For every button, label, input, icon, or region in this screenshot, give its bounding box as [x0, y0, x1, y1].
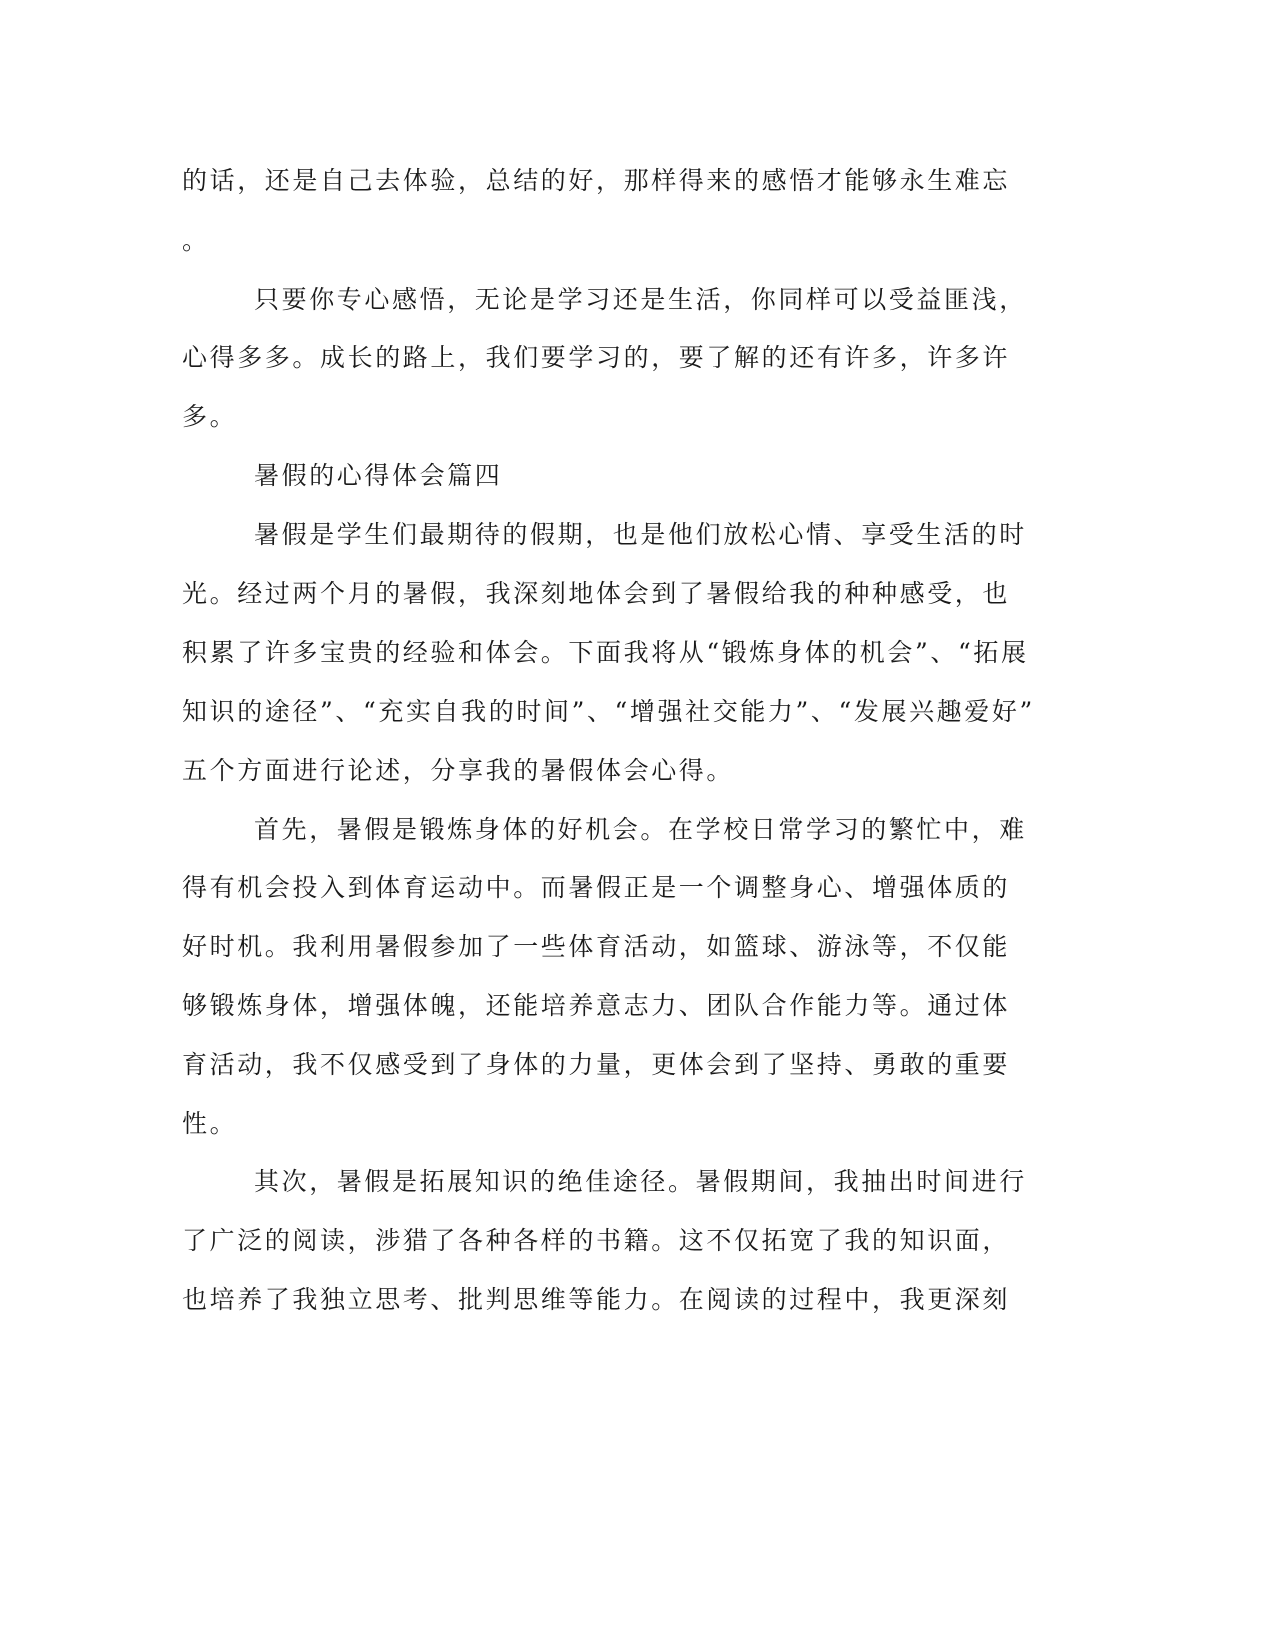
text-line: 。	[182, 226, 210, 255]
text-line: 光。经过两个月的暑假，我深刻地体会到了暑假给我的种种感受，也	[182, 579, 1011, 608]
text-line: 多。	[182, 402, 238, 431]
text-line: 育活动，我不仅感受到了身体的力量，更体会到了坚持、勇敢的重要	[182, 1050, 1011, 1079]
text-line: 知识的途径”、“充实自我的时间”、“增强社交能力”、“发展兴趣爱好”	[182, 697, 1035, 726]
paragraph-first-line: 暑假是学生们最期待的假期，也是他们放松心情、享受生活的时	[254, 520, 1027, 549]
text-line: 五个方面进行论述，分享我的暑假体会心得。	[182, 756, 735, 785]
paragraph-first-line: 其次，暑假是拓展知识的绝佳途径。暑假期间，我抽出时间进行	[254, 1167, 1027, 1196]
text-line: 好时机。我利用暑假参加了一些体育活动，如篮球、游泳等，不仅能	[182, 932, 1011, 961]
text-line: 得有机会投入到体育运动中。而暑假正是一个调整身心、增强体质的	[182, 873, 1011, 902]
paragraph-first-line: 首先，暑假是锻炼身体的好机会。在学校日常学习的繁忙中，难	[254, 815, 1027, 844]
text-line: 性。	[182, 1109, 238, 1138]
section-heading: 暑假的心得体会篇四	[254, 461, 503, 490]
text-line: 也培养了我独立思考、批判思维等能力。在阅读的过程中，我更深刻	[182, 1285, 1011, 1314]
text-line: 了广泛的阅读，涉猎了各种各样的书籍。这不仅拓宽了我的知识面，	[182, 1226, 1011, 1255]
text-line: 够锻炼身体，增强体魄，还能培养意志力、团队合作能力等。通过体	[182, 991, 1011, 1020]
text-line: 的话，还是自己去体验，总结的好，那样得来的感悟才能够永生难忘	[182, 166, 1011, 195]
text-line: 心得多多。成长的路上，我们要学习的，要了解的还有许多，许多许	[182, 343, 1011, 372]
text-line: 积累了许多宝贵的经验和体会。下面我将从“锻炼身体的机会”、“拓展	[182, 638, 1029, 667]
paragraph-first-line: 只要你专心感悟，无论是学习还是生活，你同样可以受益匪浅，	[254, 285, 1027, 314]
